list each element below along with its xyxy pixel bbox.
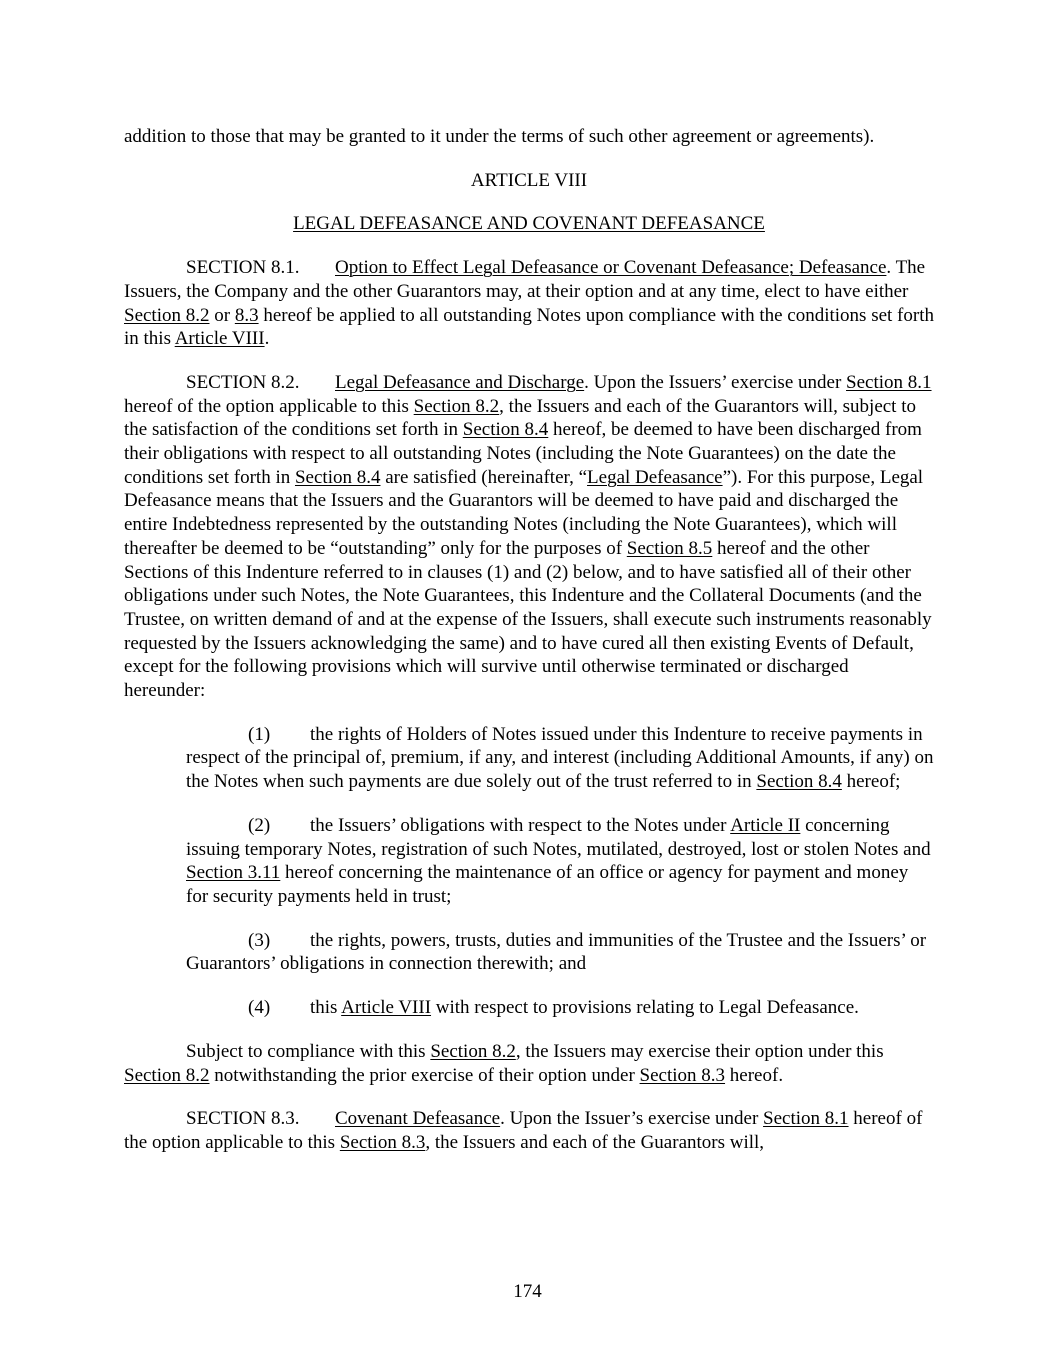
clause-number: (1)	[248, 723, 271, 745]
section-heading: Covenant Defeasance	[335, 1108, 501, 1130]
body-text: hereof of the option applicable to this	[124, 395, 414, 417]
section-8-2-paragraph	[124, 371, 934, 703]
article-title	[124, 212, 934, 236]
body-text: . The Issuers, the Company and the other Guarantors may, at their option and at any time, elect to have either	[124, 257, 926, 302]
section-heading: Legal Defeasance and Discharge	[335, 371, 585, 393]
body-text: . Upon the Issuers’ exercise under	[584, 371, 847, 393]
clause-4	[186, 996, 934, 1020]
page-number: 174	[513, 1281, 542, 1302]
body-text: .	[264, 328, 270, 350]
body-text: the Issuers’ obligations with respect to the Notes under	[310, 814, 731, 836]
section-8-1-paragraph	[124, 256, 934, 351]
cross-reference: Section 8.2	[430, 1040, 516, 1062]
body-text: notwithstanding the prior exercise of their option under	[209, 1064, 640, 1086]
cross-reference: Section 8.2	[124, 1064, 210, 1086]
body-text: with respect to provisions relating to Legal Defeasance.	[431, 997, 859, 1019]
clause-number: (3)	[248, 929, 271, 951]
cross-reference: Section 8.1	[846, 371, 932, 393]
cross-reference: Section 8.4	[756, 771, 842, 793]
body-text: concerning issuing temporary Notes, registration of such Notes, mutilated, destroyed, lost or stolen Notes and	[186, 814, 931, 860]
document-page	[124, 125, 934, 1155]
body-text: hereof be applied to all outstanding Notes upon compliance with the conditions set forth in this	[124, 304, 934, 350]
body-text: Subject to compliance with this	[186, 1040, 431, 1062]
body-text: . Upon the Issuer’s exercise under	[500, 1108, 764, 1130]
cross-reference: Section 8.4	[462, 419, 549, 441]
clause-3	[186, 929, 934, 976]
body-text: this	[310, 997, 342, 1019]
section-number: SECTION 8.3.	[186, 1108, 300, 1130]
subject-paragraph	[124, 1040, 934, 1087]
cross-reference: Section 8.3	[339, 1131, 426, 1153]
body-text: hereof concerning the maintenance of an office or agency for payment and money for security payments held in trust;	[186, 862, 909, 907]
article-title-text: LEGAL DEFEASANCE AND COVENANT DEFEASANCE	[293, 213, 765, 235]
body-text: or	[209, 304, 235, 326]
section-heading: Option to Effect Legal Defeasance or Covenant Defeasance; Defeasance	[335, 257, 887, 279]
cross-reference: Article VIII	[174, 328, 265, 350]
clause-number: (4)	[248, 997, 271, 1019]
clause-2	[186, 814, 934, 909]
body-text: hereof;	[841, 771, 901, 793]
body-text: , the Issuers and each of the Guarantors will, subject to the satisfaction of the conditions set forth in	[124, 395, 916, 441]
defined-term: Legal Defeasance	[587, 466, 723, 488]
cross-reference: Section 8.4	[294, 466, 381, 488]
cross-reference: Section 8.2	[413, 395, 500, 417]
body-text: are satisfied (hereinafter, “	[380, 466, 588, 488]
section-number: SECTION 8.2.	[186, 371, 300, 393]
body-text: the rights of Holders of Notes issued under this Indenture to receive payments in respect of the principal of, premium, if any, and interest (including Additional Amounts, if any) on the Notes when such payments are due solely out of the trust referred to in	[186, 723, 934, 793]
body-text: the rights, powers, trusts, duties and immunities of the Trustee and the Issuers’ or Guarantors’ obligations in connection therewith; and	[186, 929, 927, 975]
article-number: ARTICLE VIII	[470, 169, 588, 191]
cross-reference: Section 8.3	[639, 1064, 726, 1086]
cross-reference: Section 8.2	[124, 304, 210, 326]
section-number: SECTION 8.1.	[186, 257, 300, 279]
body-text: , the Issuers may exercise their option under this	[515, 1040, 884, 1062]
continuation-paragraph: addition to those that may be granted to it under the terms of such other agreement or agreements).	[124, 126, 875, 147]
body-text: hereof and the other Sections of this Indenture referred to in clauses (1) and (2) below, and to have satisfied all of their other obligations under such Notes, the Note Guarantees, this Indenture and the Collateral Documents (and the Trustee, on written demand of and at the expense of the Issuers, shall execute such instruments reasonably requested by the Issuers acknowledging the same) and to have cured all then existing Events of Default, except for the following provisions which will survive until otherwise terminated or discharged hereunder:	[124, 537, 932, 702]
cross-reference: Section 8.1	[763, 1108, 849, 1130]
body-text: hereof, be deemed to have been discharged from their obligations with respect to all outstanding Notes (including the Note Guarantees) on the date the conditions set forth in	[124, 419, 922, 488]
cross-reference: Article VIII	[341, 997, 432, 1019]
cross-reference: Article II	[730, 814, 801, 836]
body-text: , the Issuers and each of the Guarantors will,	[425, 1131, 765, 1153]
section-8-3-paragraph	[124, 1107, 934, 1154]
cross-reference: Section 8.5	[626, 537, 713, 559]
body-text: hereof.	[725, 1064, 784, 1086]
body-text: hereof of the option applicable to this	[124, 1108, 923, 1153]
clause-1	[186, 723, 934, 794]
body-text: ”). For this purpose, Legal Defeasance means that the Issuers and the Guarantors will be deemed to have paid and discharged the entire Indebtedness represented by the outstanding Notes (including the Note Guarantees), which will thereafter be deemed to be “outstanding” only for the purposes of	[124, 466, 924, 559]
clause-number: (2)	[248, 814, 271, 836]
cross-reference: 8.3	[234, 304, 259, 326]
cross-reference: Section 3.11	[186, 862, 281, 884]
